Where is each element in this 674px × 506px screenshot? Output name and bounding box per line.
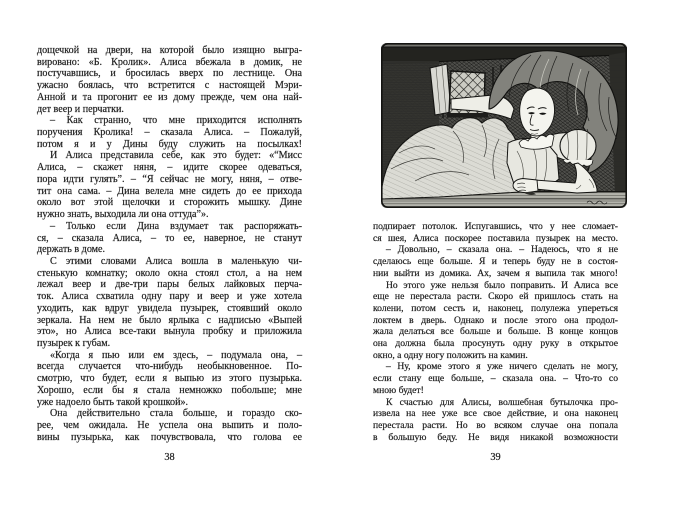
text-line: постучавшись, и бросилась вверх по лестнице. Она	[37, 68, 302, 80]
text-line: – Ну, кроме этого я уже ничего сделать не могу,	[386, 361, 618, 373]
text-line: колени, потом сесть и, наконец, полулежа упереться	[373, 302, 618, 314]
text-line: уходить, как вдруг увидела пузырек, стоявший около	[37, 302, 302, 314]
text-line: вировано: «Б. Кролик». Алиса вбежала в домик, не	[37, 56, 302, 68]
text-line: ся шея, Алиса поскорее поставила пузырек на место.	[373, 232, 618, 244]
text-line: дет веер и перчатки.	[37, 103, 124, 115]
text-line: «Когда я пью или ем здесь, – подумала она, –	[50, 349, 302, 361]
text-line: около вот этой щелочки и сторожить мышку. Дине	[37, 197, 302, 209]
alice-illustration	[381, 43, 627, 208]
page-number-right: 39	[490, 452, 501, 463]
text-line: лежал веер и две-три пары белых лайковых перча-	[37, 279, 302, 291]
text-line: еще не перестала расти. Скоро ей пришлось стать на	[373, 291, 618, 303]
text-line: пузырек к губам.	[37, 337, 111, 349]
page-left-text	[37, 45, 302, 443]
text-line: нужно знать, выходила ли она оттуда”».	[37, 209, 209, 221]
text-line: мною будет!	[373, 384, 424, 396]
text-line: дощечкой на двери, на которой было изящно выгра-	[37, 45, 302, 56]
text-line: держать в доме.	[37, 244, 106, 256]
page-right-text	[373, 221, 618, 443]
text-line: извела на нее уже все свое действие, и она наконец	[373, 408, 618, 420]
text-line: перестала расти. Но во всяком случае она попала	[373, 419, 618, 431]
text-line: – Как странно, что мне приходится исполнять	[50, 115, 302, 127]
text-line: подпирает потолок. Испугавшись, что у нее сломает-	[373, 221, 618, 232]
text-line: зеркала. На нем не было ярлыка с надписью «Выпей	[37, 314, 302, 326]
text-line: это», но Алиса все-таки вынула пробку и приложила	[37, 326, 302, 338]
text-line: С этими словами Алиса вошла в маленькую чи-	[50, 255, 302, 267]
text-line: если стану еще больше, – сказала она. – Что-то со	[373, 373, 618, 385]
text-line: пора идти гулять”. – “Я сейчас не могу, няня, – отве-	[37, 173, 302, 185]
text-line: сделаюсь еще больше. Я и теперь буду не в состоя-	[373, 256, 618, 268]
text-line: стенькую комнатку; около окна стоял стол, а на нем	[37, 267, 302, 279]
text-line: – Довольно, – сказала она. – Надеюсь, что я не	[386, 244, 618, 256]
text-line: – Только если Дина вздумает так распоряжать-	[50, 220, 302, 232]
text-line: ужасно боялась, что встретится с настоящей Мэри-	[37, 80, 302, 92]
text-line: потом я и у Дины буду служить на посылках!	[37, 138, 302, 150]
text-line: поручения Кролика! – сказала Алиса. – Пожалуй,	[37, 127, 302, 139]
text-line: уже надоело быть такой крошкой».	[37, 396, 189, 408]
text-line: всегда случается что-нибудь необыкновенное. По-	[37, 361, 302, 373]
text-line: тит она сама. – Дина велела мне сидеть до ее прихода	[37, 185, 302, 197]
text-line: в большую беду. Не видя никакой возможности	[373, 431, 618, 443]
text-line: Она действительно стала больше, и гораздо ско-	[50, 408, 302, 420]
text-line: нии выйти из домика. Ах, зачем я выпила так много!	[373, 267, 618, 279]
text-line: ся, – сказала Алиса, – то ее, наверное, не станут	[37, 232, 302, 244]
text-line: Хорошо, если бы я стала немножко побольше; мне	[37, 384, 302, 396]
text-line: жала делаться все больше и больше. В конце концов	[373, 326, 618, 338]
text-line: локтем в дверь. Однако и после этого она продол-	[373, 314, 618, 326]
alice-illustration-engraving	[381, 43, 627, 208]
text-line: Анной и та прогонит ее из дому прежде, чем она най-	[37, 91, 302, 103]
text-line: вины пузырька, как почувствовала, что голова ее	[37, 431, 302, 443]
text-line: смотрю, что будет, если я выпью из этого пузырька.	[37, 373, 302, 385]
text-line: И Алиса представила себе, как это будет: «“Мисс	[50, 150, 302, 162]
text-line: Алиса, – скажет няня, – идите скорее одеваться,	[37, 162, 302, 174]
text-line: она должна была просунуть одну руку в открытое	[373, 338, 618, 350]
text-line: К счастью для Алисы, волшебная бутылочка про-	[386, 396, 618, 408]
text-line: окно, а одну ногу положить на камин.	[373, 349, 528, 361]
text-line: ток. Алиса схватила одну пару и веер и уже хотела	[37, 291, 302, 303]
text-line: рее, чем ожидала. Не успела она выпить и поло-	[37, 420, 302, 431]
text-line: Но этого уже нельзя было поправить. И Алиса все	[386, 279, 618, 291]
page-number-left: 38	[164, 452, 175, 463]
